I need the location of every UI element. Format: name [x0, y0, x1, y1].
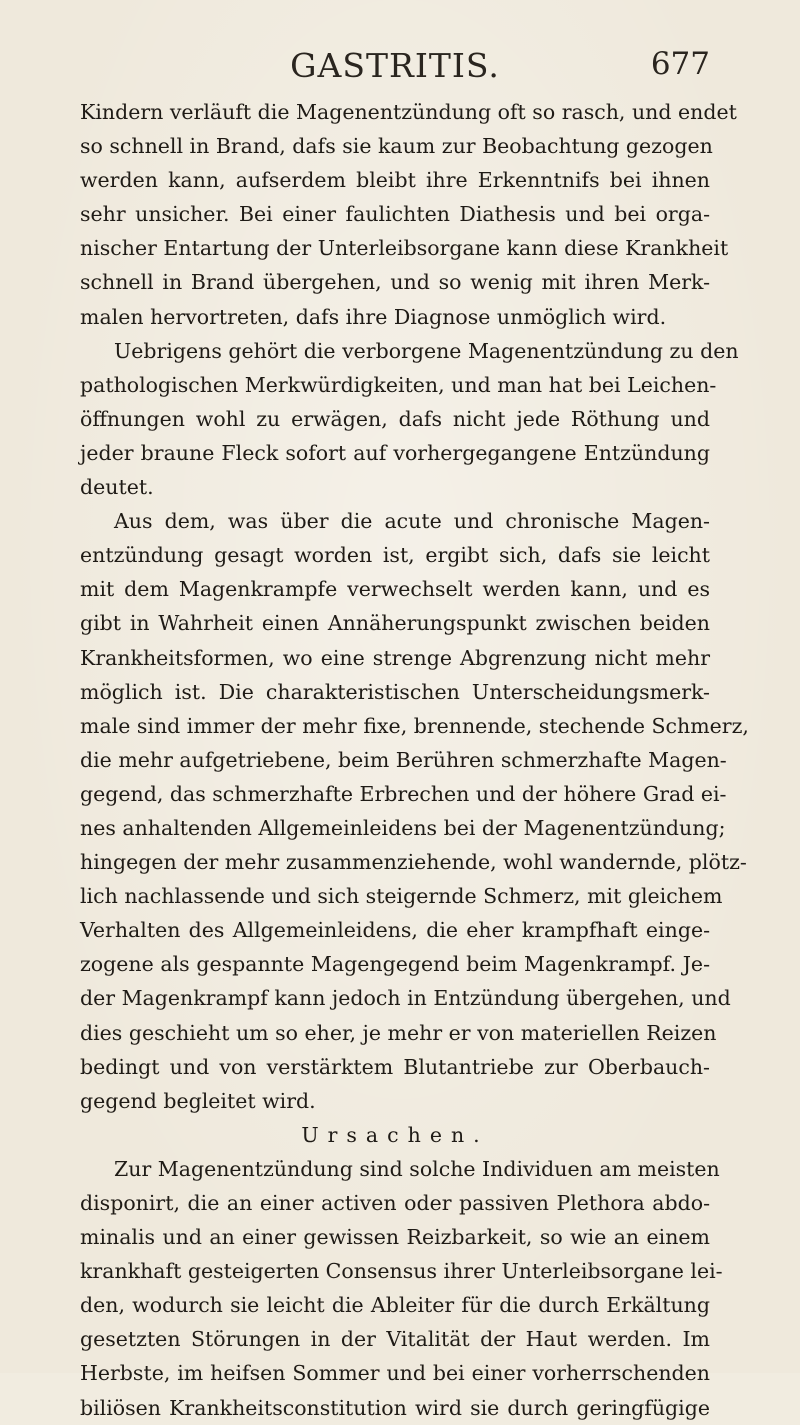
page-number: 677 [650, 46, 710, 82]
text-line: Krankheitsformen, wo eine strenge Abgrenzung nicht mehr [80, 645, 710, 670]
text-line: malen hervortreten, dafs ihre Diagnose unmöglich wird. [80, 304, 667, 329]
text-line: bedingt und von verstärktem Blutantriebe zur Oberbauch- [80, 1054, 710, 1079]
text-line: deutet. [80, 475, 154, 500]
text-line: nes anhaltenden Allgemeinleidens bei der Magenentzündung; [80, 815, 726, 840]
text-line: krankhaft gesteigerten Consensus ihrer Unterleibsorgane lei- [80, 1259, 723, 1284]
text-line: Verhalten des Allgemeinleidens, die eher krampfhaft einge- [80, 918, 710, 943]
text-line: entzündung gesagt worden ist, ergibt sich, dafs sie leicht [80, 543, 710, 568]
text-line: sehr unsicher. Bei einer faulichten Diathesis und bei orga- [80, 202, 710, 227]
text-line: gegend begleitet wird. [80, 1088, 316, 1113]
text-line: möglich ist. Die charakteristischen Unterscheidungsmerk- [80, 679, 710, 704]
text-line: so schnell in Brand, dafs sie kaum zur Beobachtung gezogen [80, 134, 713, 159]
text-line: disponirt, die an einer activen oder passiven Plethora abdo- [80, 1191, 710, 1215]
text-line: der Magenkrampf kann jedoch in Entzündung übergehen, und [80, 986, 731, 1011]
running-title: GASTRITIS. [290, 46, 500, 85]
text-line: Herbste, im heifsen Sommer und bei einer vorherrschenden [80, 1361, 710, 1386]
text-line: Uebrigens gehört die verborgene Magenentzündung zu den [114, 338, 739, 363]
text-line: male sind immer der mehr fixe, brennende, stechende Schmerz, [80, 713, 749, 738]
text-line: biliösen Krankheitsconstitution wird sie durch geringfügige [80, 1395, 710, 1420]
section-heading: Ursachen. [301, 1122, 489, 1147]
page-header [80, 46, 710, 86]
text-line: nischer Entartung der Unterleibsorgane kann diese Krankheit [80, 236, 729, 261]
body-text [80, 95, 749, 1425]
text-line: schnell in Brand übergehen, und so wenig mit ihren Merk- [80, 270, 710, 295]
text-line: minalis und an einer gewissen Reizbarkeit, so wie an einem [80, 1225, 710, 1250]
text-line: den, wodurch sie leicht die Ableiter für die durch Erkältung [80, 1293, 710, 1318]
text-line: dies geschieht um so eher, je mehr er von materiellen Reizen [80, 1020, 717, 1045]
text-line: zogene als gespannte Magengegend beim Magenkrampf. Je- [80, 952, 710, 977]
text-line: jeder braune Fleck sofort auf vorhergegangene Entzündung [80, 440, 710, 465]
text-line: gesetzten Störungen in der Vitalität der Haut werden. Im [80, 1327, 710, 1352]
text-line: die mehr aufgetriebene, beim Berühren schmerzhafte Magen- [80, 747, 727, 772]
text-line: werden kann, aufserdem bleibt ihre Erkenntnifs bei ihnen [80, 168, 710, 193]
text-line: öffnungen wohl zu erwägen, dafs nicht jede Röthung und [80, 406, 710, 431]
text-line: gibt in Wahrheit einen Annäherungspunkt zwischen beiden [80, 611, 710, 636]
text-line: Aus dem, was über die acute und chronische Magen- [114, 509, 710, 534]
text-line: Kindern verläuft die Magenentzündung oft so rasch, und endet [80, 100, 737, 124]
text-line: Zur Magenentzündung sind solche Individuen am meisten [114, 1156, 720, 1181]
text-line: mit dem Magenkrampfe verwechselt werden kann, und es [80, 577, 710, 602]
text-line: lich nachlassende und sich steigernde Schmerz, mit gleichem [80, 884, 723, 909]
text-line: pathologischen Merkwürdigkeiten, und man hat bei Leichen- [80, 372, 717, 397]
text-line: hingegen der mehr zusammenziehende, wohl wandernde, plötz- [80, 850, 747, 875]
text-line: gegend, das schmerzhafte Erbrechen und der höhere Grad ei- [80, 781, 727, 806]
